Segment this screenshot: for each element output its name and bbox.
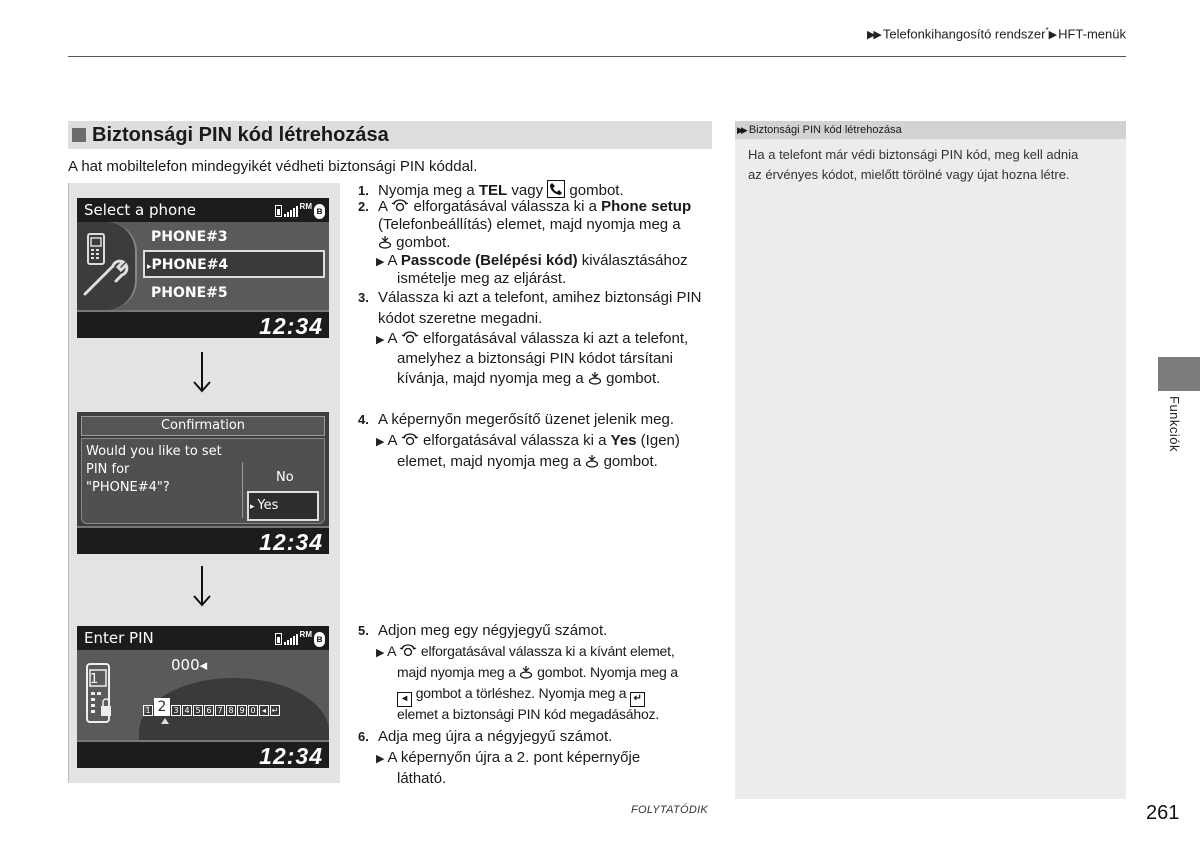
step-number: 5. <box>358 623 369 638</box>
step-text: A <box>387 643 400 659</box>
delete-key-icon: ◂ <box>397 692 412 707</box>
selector-knob-icon <box>401 433 419 447</box>
enter-key-icon: ↵ <box>630 692 645 707</box>
screen-select-phone <box>77 198 329 338</box>
press-knob-icon <box>588 371 602 385</box>
double-arrow-icon: ▶▶ <box>737 125 745 135</box>
chapter-label: Funkciók <box>1167 396 1182 453</box>
arrow-icon: ▶ <box>376 436 388 448</box>
locked-phone-icon <box>85 660 111 722</box>
press-knob-icon <box>378 235 392 249</box>
step-3-sub <box>376 330 688 347</box>
continued-label: FOLYTATÓDIK <box>631 804 709 816</box>
step-number: 1. <box>358 183 369 198</box>
step-6 <box>358 728 612 745</box>
yes-label: Yes <box>610 432 637 449</box>
section-square-icon <box>72 128 86 142</box>
digit-key: 4 <box>182 705 192 716</box>
note-heading-text: Biztonsági PIN kód létrehozása <box>748 124 902 136</box>
cursor-caret-icon <box>161 718 169 724</box>
phone-setup-label: Phone setup <box>601 198 692 215</box>
passcode-label: Passcode (Belépési kód) <box>400 252 578 269</box>
step-text: A <box>387 432 401 449</box>
section-header <box>68 121 712 149</box>
signal-icon <box>284 205 298 217</box>
note-line: Ha a telefont már védi biztonsági PIN kód, meg kell adnia <box>748 147 1079 162</box>
asterisk: * <box>1045 26 1049 35</box>
step-text: A <box>387 252 401 269</box>
step-text: ismételje meg az eljárást. <box>397 270 567 287</box>
option-yes <box>250 498 278 513</box>
step-text: elforgatásával válassza ki a <box>409 198 602 215</box>
phone-item-label: PHONE#4 <box>151 257 229 273</box>
step-text: gombot a törléshez. Nyomja meg a <box>412 685 631 701</box>
option-yes-label: Yes <box>257 498 279 513</box>
phone-setup-icon <box>77 222 137 310</box>
digit-key: 0 <box>248 705 258 716</box>
phone-item: PHONE#5 <box>151 285 228 301</box>
step-text: elemet a biztonsági PIN kód megadásához. <box>397 706 660 722</box>
press-knob-icon <box>585 454 599 468</box>
clock-time: 12:34 <box>259 529 323 554</box>
question-line: Would you like to set <box>86 444 222 459</box>
step-text-row <box>397 370 660 387</box>
step-2 <box>358 198 691 215</box>
breadcrumb <box>867 26 1126 41</box>
step-number: 6. <box>358 729 369 744</box>
step-text: látható. <box>397 770 447 787</box>
arrow-icon: ▶ <box>1048 29 1056 42</box>
arrow-icon: ▶ <box>376 334 388 346</box>
step-text: amelyhez a biztonsági PIN kódot társítani <box>397 350 673 367</box>
step-text-row <box>397 685 645 707</box>
step-text: gombot. Nyomja meg a <box>533 664 678 680</box>
digit-key: 6 <box>204 705 214 716</box>
step-text: elforgatásával válassza ki a kívánt elemet, <box>417 643 675 659</box>
step-text: A képernyőn újra a 2. pont képernyője <box>387 749 641 766</box>
confirmation-title: Confirmation <box>81 416 325 436</box>
step-number: 3. <box>358 290 369 305</box>
divider <box>242 462 243 518</box>
step-text: gombot. <box>392 234 451 251</box>
delete-key-icon: ◂ <box>259 705 269 716</box>
step-text: kiválasztásához <box>577 252 688 269</box>
step-text: vagy <box>507 182 548 199</box>
step-text-row <box>397 664 678 680</box>
step-5-sub <box>376 643 675 659</box>
clock-bar <box>77 526 329 554</box>
step-2-sub <box>376 252 688 269</box>
step-text: kódot szeretne megadni. <box>378 310 543 327</box>
step-text: elforgatásával válassza ki a <box>418 432 611 449</box>
selection-arrow-icon: ▸ <box>147 262 152 272</box>
section-title: Biztonsági PIN kód létrehozása <box>92 123 389 146</box>
side-note <box>735 121 1126 799</box>
digit-key: 7 <box>215 705 225 716</box>
digit-key: 8 <box>226 705 236 716</box>
bluetooth-icon: ʙ <box>314 204 325 219</box>
step-4-sub <box>376 432 680 449</box>
phone-item: PHONE#3 <box>151 229 228 245</box>
step-text: elemet, majd nyomja meg a <box>397 453 586 470</box>
question-line: PIN for <box>86 462 130 477</box>
roaming-label: RM <box>299 630 312 639</box>
chapter-tab <box>1158 357 1200 391</box>
tel-label: TEL <box>478 182 508 199</box>
clock-bar <box>77 310 329 338</box>
step-1 <box>358 180 624 199</box>
status-icons <box>275 203 325 219</box>
arrow-icon: ▶ <box>376 753 388 765</box>
digit-selector <box>143 698 280 716</box>
bluetooth-icon: ʙ <box>314 632 325 647</box>
clock-time: 12:34 <box>259 743 323 768</box>
screen-enter-pin <box>77 626 329 768</box>
clock-bar <box>77 740 329 768</box>
step-text: (Igen) <box>636 432 680 449</box>
step-text: gombot. <box>599 453 658 470</box>
page-number: 261 <box>1146 802 1180 824</box>
intro-text: A hat mobiltelefon mindegyikét védheti biztonsági PIN kóddal. <box>68 158 478 175</box>
step-4 <box>358 411 674 428</box>
screen-title: Select a phone <box>77 198 329 222</box>
digit-key: 3 <box>171 705 181 716</box>
arrow-icon: ▶ <box>376 256 388 268</box>
selector-knob-icon <box>399 644 417 658</box>
step-text-row <box>378 234 450 251</box>
question-line: "PHONE#4"? <box>86 480 170 495</box>
signal-icon <box>284 633 298 645</box>
phone-number-digit: 1 <box>90 672 99 687</box>
enter-key-icon: ↵ <box>271 706 279 715</box>
option-no: No <box>276 470 294 485</box>
step-text: gombot. <box>601 370 661 387</box>
down-arrow-icon <box>192 350 212 394</box>
phone-icon <box>547 180 565 198</box>
step-text: kívánja, majd nyomja meg a <box>397 370 588 387</box>
step-6-sub <box>376 749 640 766</box>
phone-item-selected <box>147 257 228 273</box>
battery-icon <box>275 205 282 217</box>
note-text <box>748 145 1078 185</box>
step-text: Nyomja meg a <box>378 182 479 199</box>
step-number: 2. <box>358 199 369 214</box>
breadcrumb-section: Telefonkihangosító rendszer <box>882 26 1046 42</box>
roaming-label: RM <box>299 202 312 211</box>
note-heading <box>735 121 1126 139</box>
arrow-icon: ▶ <box>376 647 388 659</box>
breadcrumb-subsection: HFT-menük <box>1058 26 1126 42</box>
pin-entry: 000◂ <box>171 656 208 674</box>
step-text: Válassza ki azt a telefont, amihez biztonsági PIN <box>378 289 702 306</box>
screen-confirmation <box>77 412 329 554</box>
step-text: majd nyomja meg a <box>397 664 520 680</box>
clock-time: 12:34 <box>259 313 323 338</box>
step-text: (Telefonbeállítás) elemet, majd nyomja meg a <box>378 216 681 233</box>
press-knob-icon <box>519 665 533 679</box>
battery-icon <box>275 633 282 645</box>
step-text: Adja meg újra a négyjegyű számot. <box>378 728 613 745</box>
step-text: A képernyőn megerősítő üzenet jelenik meg. <box>378 411 675 428</box>
screen-title: Enter PIN <box>77 626 329 650</box>
step-text: A <box>378 198 392 215</box>
note-line: az érvényes kódot, mielőtt törölné vagy újat hozna létre. <box>748 167 1070 182</box>
selection-arrow-icon: ▸ <box>250 502 258 512</box>
down-arrow-icon <box>192 564 212 608</box>
step-text: elforgatásával válassza ki azt a telefont, <box>418 330 689 347</box>
step-text-row <box>397 453 658 470</box>
step-number: 4. <box>358 412 369 427</box>
digit-key-selected: 2 <box>154 698 170 716</box>
double-arrow-icon: ▶▶ <box>866 29 880 42</box>
step-5 <box>358 622 607 639</box>
digit-key: 9 <box>237 705 247 716</box>
status-icons <box>275 631 325 647</box>
selector-knob-icon <box>391 199 409 213</box>
digit-key: 1 <box>143 705 153 716</box>
digit-key: 5 <box>193 705 203 716</box>
step-text: gombot. <box>565 182 624 199</box>
header-rule <box>68 56 1126 57</box>
step-text: Adjon meg egy négyjegyű számot. <box>378 622 608 639</box>
step-text: A <box>387 330 401 347</box>
selector-knob-icon <box>401 331 419 345</box>
step-3 <box>358 289 702 306</box>
